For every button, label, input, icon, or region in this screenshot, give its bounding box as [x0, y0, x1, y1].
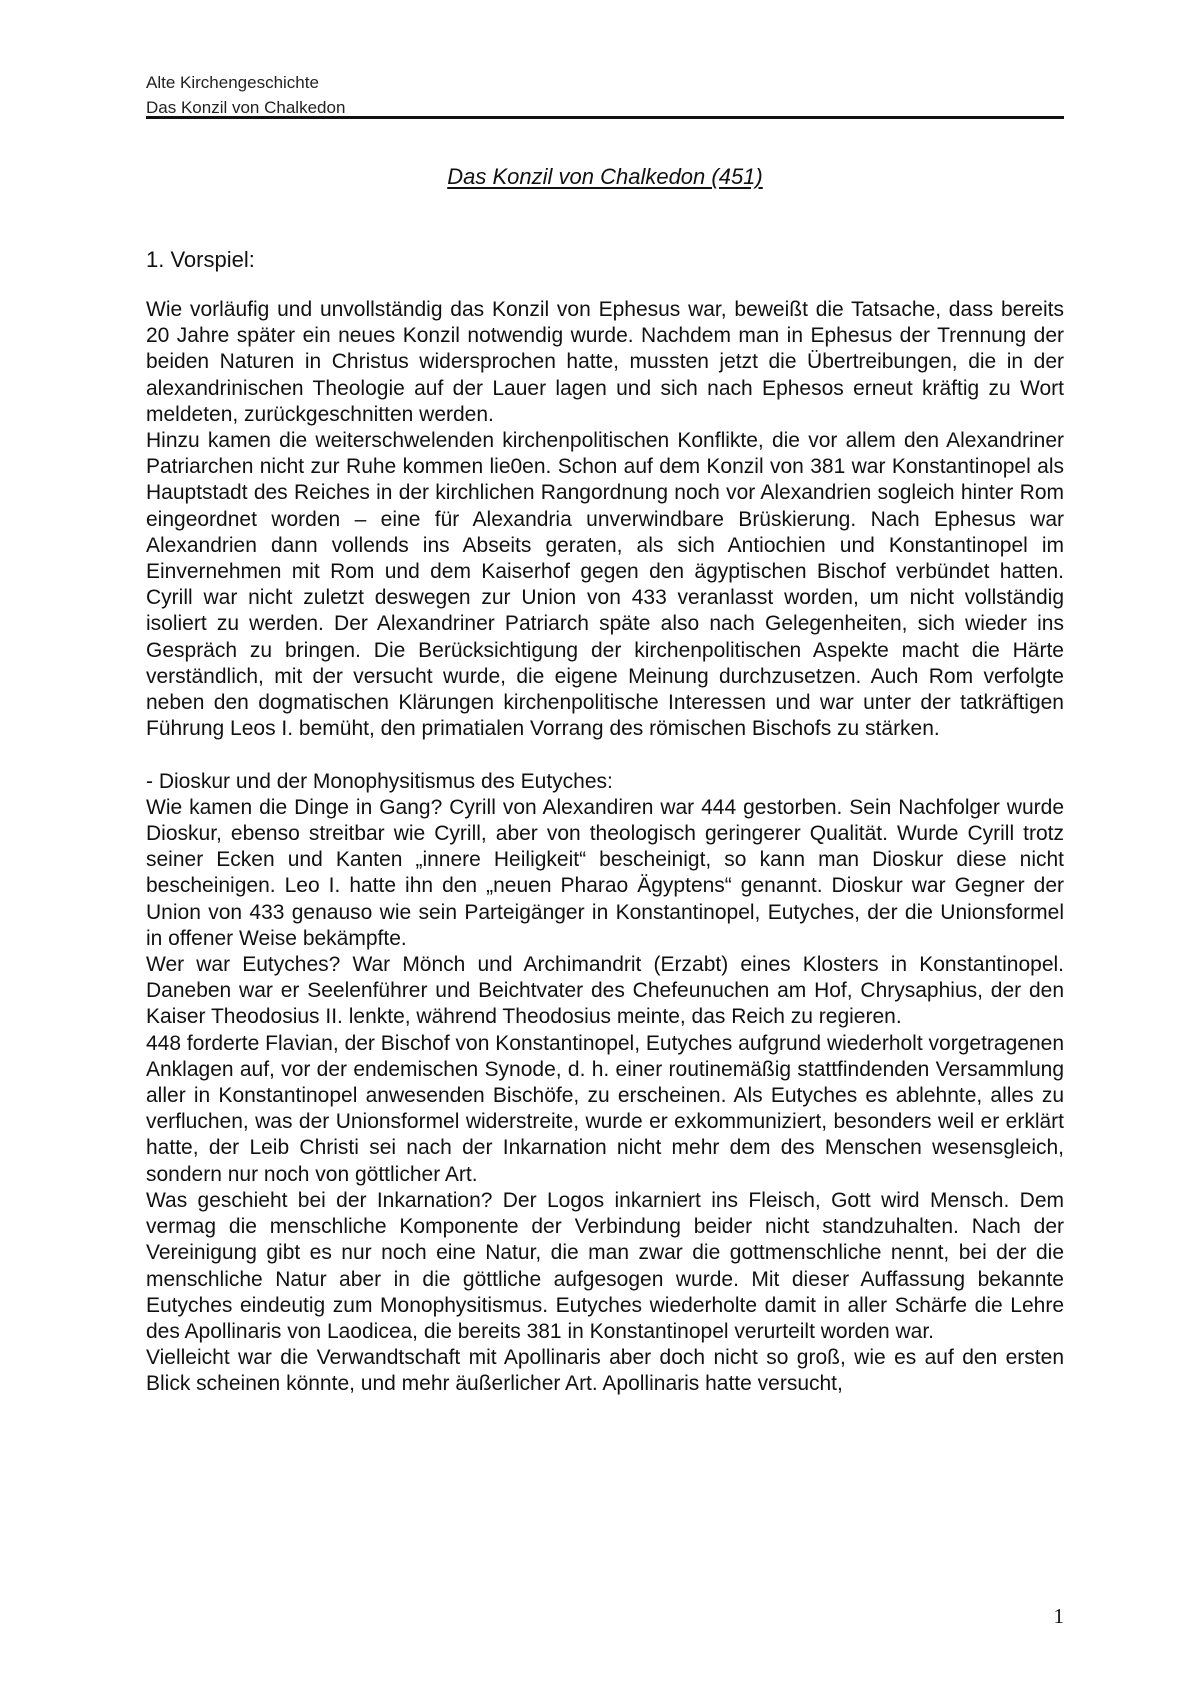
paragraph: Wie kamen die Dinge in Gang? Cyrill von Alexandiren war 444 gestorben. Sein Nachfolger wurde Dioskur, ebenso streitbar wie Cyrill, aber von theologisch geringerer Qualität. Wurde Cyrill trotz seiner Ecken und Kanten „innere Heiligkeit“ bescheinigt, so kann man Dioskur diese nicht bescheinigen. Leo I. hatte ihn den „neuen Pharao Ägyptens“ genannt. Dioskur war Gegner der Union von 433 genauso wie sein Parteigänger in Konstantinopel, Eutyches, der die Unionsformel in offener Weise bekämpfte. [146, 795, 1064, 950]
header-course-title: Alte Kirchengeschichte [146, 73, 319, 92]
paragraph: Was geschieht bei der Inkarnation? Der Logos inkarniert ins Fleisch, Gott wird Mensch. Dem vermag die menschliche Komponente der Verbindung beider nicht standzuhalten. Nach der Vereinigung gibt es nur noch eine Natur, die man zwar die gottmenschliche nennt, bei der die menschliche Natur aber in die göttliche aufgesogen wurde. Mit dieser Auffassung bekannte Eutyches eindeutig zum Monophysitismus. Eutyches wiederholte damit in aller Schärfe die Lehre des Apollinaris von Laodicea, die bereits 381 in Konstantinopel verurteilt worden war. [146, 1188, 1064, 1343]
sub-heading-dioskur: - Dioskur und der Monophysitismus des Eutyches: [146, 769, 613, 793]
body-text [146, 297, 1064, 1398]
header-rule [146, 116, 1064, 119]
paragraph: Wie vorläufig und unvollständig das Konzil von Ephesus war, beweißt die Tatsache, dass bereits 20 Jahre später ein neues Konzil notwendig wurde. Nachdem man in Ephesus der Trennung der beiden Naturen in Christus widersprochen hatte, mussten jetzt die Übertreibungen, die in der alexandrinischen Theologie auf der Lauer lagen und sich nach Ephesos erneut kräftig zu Wort meldeten, zurückgeschnitten werden. [146, 298, 1064, 426]
paragraph: 448 forderte Flavian, der Bischof von Konstantinopel, Eutyches aufgrund wiederholt vorgetragenen Anklagen auf, vor der endemischen Synode, d. h. einer routinemäßig stattfindenden Versammlung aller in Konstantinopel anwesenden Bischöfe, zu erscheinen. Als Eutyches es ablehnte, alles zu verfluchen, was der Unionsformel widerstreite, wurde er exkommuniziert, besonders weil er erklärt hatte, der Leib Christi sei nach der Inkarnation nicht mehr dem des Menschen wesensgleich, sondern nur noch von göttlicher Art. [146, 1031, 1064, 1186]
section-heading-vorspiel: 1. Vorspiel: [146, 247, 255, 272]
paragraph: Wer war Eutyches? War Mönch und Archimandrit (Erzabt) eines Klosters in Konstantinopel. Daneben war er Seelenführer und Beichtvater des Chefeunuchen am Hof, Chrysaphius, der den Kaiser Theodosius II. lenkte, während Theodosius meinte, das Reich zu regieren. [146, 953, 1064, 1029]
page-number: 1 [1053, 1604, 1064, 1628]
running-header [146, 70, 1066, 120]
paragraph: Hinzu kamen die weiterschwelenden kirchenpolitischen Konflikte, die vor allem den Alexandriner Patriarchen nicht zur Ruhe kommen lie0en. Schon auf dem Konzil von 381 war Konstantinopel als Hauptstadt des Reiches in der kirchlichen Rangordnung noch vor Alexandrien sogleich hinter Rom eingeordnet worden – eine für Alexandria unverwindbare Brüskierung. Nach Ephesus war Alexandrien dann vollends ins Abseits geraten, als sich Antiochien und Konstantinopel im Einvernehmen mit Rom und dem Kaiserhof gegen den ägyptischen Bischof verbündet hatten. Cyrill war nicht zuletzt deswegen zur Union von 433 veranlasst worden, um nicht vollständig isoliert zu werden. Der Alexandriner Patriarch späte also nach Gelegenheiten, sich wieder ins Gespräch zu bringen. Die Berücksichtigung der kirchenpolitischen Aspekte macht die Härte verständlich, mit der versucht wurde, die eigene Meinung durchzusetzen. Auch Rom verfolgte neben den dogmatischen Klärungen kirchenpolitische Interessen und war unter der tatkräftigen Führung Leos I. bemüht, den primatialen Vorrang des römischen Bischofs zu stärken. [146, 429, 1064, 741]
paragraph: Vielleicht war die Verwandtschaft mit Apollinaris aber doch nicht so groß, wie es auf den ersten Blick scheinen könnte, und mehr äußerlicher Art. Apollinaris hatte versucht, [146, 1346, 1064, 1396]
document-title: Das Konzil von Chalkedon (451) [447, 164, 763, 189]
header-document-title: Das Konzil von Chalkedon [146, 98, 346, 117]
